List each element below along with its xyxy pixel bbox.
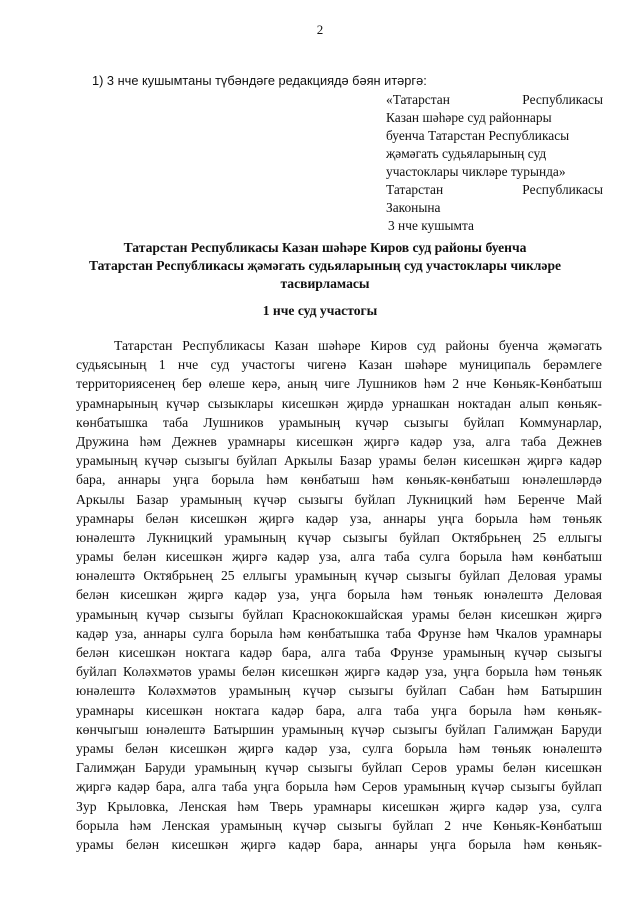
body-line: урамы белән кисешкән җиргә кадәр уза, сулга борыла һәм төньяк юнәлештә xyxy=(76,740,602,756)
appendix-word: Законына xyxy=(386,200,441,215)
body-line: урамнарының күчәр сызыклары кисешкән җирдә урнашкан ноктадан алып көньяк- xyxy=(76,395,602,411)
section-subtitle: 1 нче суд участогы xyxy=(262,303,378,318)
appendix-word: буенча Татарстан Республикасы xyxy=(386,128,570,143)
body-line: белән кисешкән җиргә кадәр уза, уңга борыла һәм төньяк юнәлештә Деловая xyxy=(76,587,602,603)
body-line: Галимҗан Баруди урамының күчәр сызыгы буйлап Серов урамы белән кисешкән xyxy=(76,760,602,776)
body-line: Зур Крыловка, Ленская һәм Тверь урамнары кисешкән җиргә кадәр уза, сулга xyxy=(76,798,602,814)
title-line: Татарстан Республикасы Казан шәһәре Киров суд районы буенча xyxy=(123,240,527,255)
body-line: көнчыгыш юнәлештә Батыршин урамының күчәр сызыгы буйлап Галимҗан Баруди xyxy=(76,721,602,737)
body-line: Татарстан Республикасы Казан шәһәре Киров суд районы буенча җәмәгать xyxy=(114,338,602,353)
appendix-line xyxy=(386,163,603,181)
document-title xyxy=(60,239,590,293)
body-line: урамы белән кисешкән җиргә кадәр уза, алга таба сулга борыла һәм көнбатыш xyxy=(76,549,602,565)
body-line: борыла һәм Ленская урамының күчәр сызыгы буйлап 2 нче Көньяк-Көнбатыш xyxy=(76,817,602,833)
appendix-word: җәмәгать судьяларының суд xyxy=(386,146,547,161)
body-line: җиргә кадәр бара, алга таба уңга борыла һәм Серов урамының күчәр сызыгы буйлап xyxy=(76,779,602,795)
appendix-caption xyxy=(386,91,603,235)
appendix-word: 3 нче кушымта xyxy=(388,218,474,233)
body-line: бара, аннары уңга борыла һәм көнбатыш һәм көньяк-көнбатыш юнәлешләрдә xyxy=(76,472,602,488)
appendix-word: «Татарстан xyxy=(386,92,450,107)
appendix-word: участоклары чикләре турында» xyxy=(386,164,566,179)
body-line: урамының күчәр сызыгы буйлап Краснококшайская урамы белән кисешкән җиргә xyxy=(76,606,602,622)
body-line: белән кисешкән ноктага кадәр бара, алга таба Фрунзе урамының күчәр сызыгы xyxy=(76,645,602,660)
body-line: Аркылы Базар урамының күчәр сызыгы буйлап Лукницкий һәм Беренче Май xyxy=(76,491,602,507)
appendix-line xyxy=(386,217,603,235)
body-line: юнәлештә Октябрьнең 25 еллыгы урамының күчәр сызыгы буйлап Деловая урамы xyxy=(76,568,602,584)
body-line: юнәлештә Лукницкий урамының күчәр сызыгы буйлап Октябрьнең 25 еллыгы xyxy=(76,529,602,545)
body-line: территориясенең бер өлеше керә, аның чиге Лушников һәм 2 нче Көньяк-Көнбатыш xyxy=(76,376,602,392)
body-line: юнәлештә Коләхмәтов урамының күчәр сызыгы буйлап Сабан һәм Батыршин xyxy=(76,683,602,699)
appendix-line xyxy=(386,199,603,217)
body-line: урамының күчәр сызыгы буйлап Аркылы Базар урамы белән кисешкән җиргә кадәр xyxy=(76,453,602,469)
body-line: көнбатышка таба Лушников урамының күчәр сызыгы буйлап Коммунарлар, xyxy=(76,414,602,430)
appendix-line xyxy=(386,145,603,163)
title-line: Татарстан Республикасы җәмәгать судьяларының суд участоклары чикләре xyxy=(88,258,562,273)
body-paragraph xyxy=(76,336,602,854)
title-line: тасвирламасы xyxy=(280,276,370,291)
appendix-line xyxy=(386,127,603,145)
body-line: буйлап Коләхмәтов урамы белән кисешкән җиргә кадәр уза, уңга борыла һәм төньяк xyxy=(76,664,602,680)
amendment-item: 1) 3 нче кушымтаны түбәндәге редакциядә бәян итәргә: xyxy=(92,73,427,88)
appendix-word: Республикасы xyxy=(522,182,603,197)
body-line: кадәр уза, аннары сулга борыла һәм көнбатышка таба Фрунзе һәм Чкалов урамнары xyxy=(76,625,602,641)
appendix-word: Татарстан xyxy=(386,182,444,197)
page-number: 2 xyxy=(316,22,324,37)
body-line: урамы белән кисешкән җиргә кадәр бара, аннары уңга борыла һәм көньяк- xyxy=(76,836,602,852)
appendix-line xyxy=(386,91,603,109)
body-line: судьясының 1 нче суд участогы чигенә Казан шәһәре муниципаль берәмлеге xyxy=(76,357,602,373)
body-line: урамнары белән кисешкән җиргә кадәр уза, аннары уңга борыла һәм төньяк xyxy=(76,510,602,526)
appendix-line xyxy=(386,109,603,127)
appendix-line xyxy=(386,181,603,199)
appendix-word: Казан шәһәре суд районнары xyxy=(386,110,552,125)
appendix-word: Республикасы xyxy=(522,92,603,107)
body-line: урамнары кисешкән ноктага кадәр бара, алга таба уңга борыла һәм көньяк- xyxy=(76,702,602,718)
body-line: Дружина һәм Дежнев урамнары кисешкән җиргә кадәр уза, алга таба Дежнев xyxy=(76,433,602,449)
